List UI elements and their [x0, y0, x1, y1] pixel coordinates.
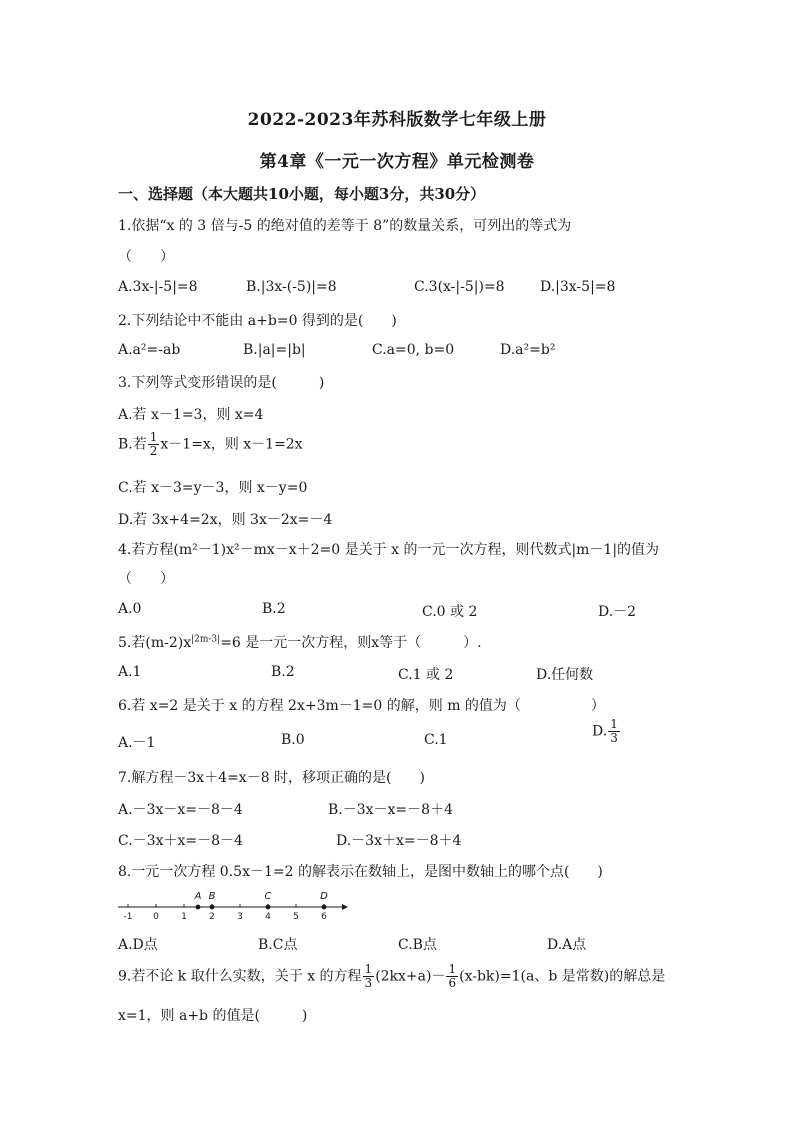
question-6-option-d: D. $\frac{1}{3}$ [592, 717, 618, 745]
question-2-option-c: C.a=0, b=0 [372, 342, 455, 358]
question-3-option-d: D.若 3x+4=2x，则 3x－2x=－4 [118, 512, 333, 528]
question-7-option-c: C.－3x＋x=－8－4 [118, 833, 243, 849]
question-9-stem: 9.若不论 k 取什么实数，关于 x 的方程 $\frac{1}{3}$ (2kx+a)－ $\frac{1}{6}$ (x-bk)=1(a、b 是常数)的解总是 [118, 962, 666, 990]
question-6-option-a: A.－1 [118, 735, 156, 751]
question-4-option-d: D.－2 [598, 604, 637, 620]
question-3-option-b: B.若 $\frac{1}{2}$ x－1=x，则 x－1=2x [118, 430, 303, 458]
question-8-stem: 8.一元一次方程 0.5x－1=2 的解表示在数轴上，是图中数轴上的哪个点( ) [118, 864, 603, 880]
number-line-tick-label: 5 [293, 912, 299, 922]
number-line-point [266, 905, 271, 910]
number-line-point-label: B [208, 891, 216, 902]
question-1-option-a: A.3x-|-5|=8 [118, 279, 198, 295]
number-line-point-label: C [264, 891, 272, 902]
question-7-option-d: D.－3x＋x=－8＋4 [336, 833, 462, 849]
number-line-tick-label: 6 [321, 912, 327, 922]
question-9-line2: x=1，则 a+b 的值是( ) [118, 1008, 308, 1024]
question-8-option-c: C.B点 [398, 937, 437, 953]
fraction: $\frac{1}{2}$ [149, 430, 158, 458]
question-2-option-b: B.|a|=|b| [243, 342, 306, 358]
question-7-option-b: B.－3x－x=－8＋4 [328, 802, 453, 818]
number-line-point [322, 905, 327, 910]
number-line-tick-label: -1 [123, 912, 133, 922]
question-5-option-b: B.2 [271, 664, 295, 680]
number-line-tick-label: 1 [181, 912, 187, 922]
question-6-option-c: C.1 [424, 732, 448, 748]
question-3-option-c: C.若 x－3=y－3，则 x－y=0 [118, 480, 308, 496]
question-4-stem: 4.若方程(m²－1)x²－mx－x＋2=0 是关于 x 的一元一次方程，则代数式|m－1|的值为 [118, 542, 660, 558]
question-7-stem: 7.解方程－3x＋4=x－8 时，移项正确的是( ) [118, 770, 425, 786]
fraction: $\frac{1}{6}$ [448, 962, 457, 990]
question-1-paren: （ ） [118, 249, 174, 265]
number-line-tick-label: 0 [153, 912, 159, 922]
question-4-option-b: B.2 [262, 601, 286, 617]
question-2-option-d: D.a²=b² [500, 342, 556, 358]
question-1-stem: 1.依据“x 的 3 倍与-5 的绝对值的差等于 8”的数量关系，可列出的等式为 [118, 218, 572, 234]
question-3-stem: 3.下列等式变形错误的是( ) [118, 375, 325, 391]
question-6-option-b: B.0 [281, 732, 305, 748]
number-line-arrow [342, 904, 348, 910]
question-5-option-d: D.任何数 [536, 667, 594, 683]
fraction: $\frac{1}{3}$ [610, 717, 618, 745]
document-subtitle: 第4章《一元一次方程》单元检测卷 [259, 152, 535, 172]
question-4-paren: （ ） [118, 571, 174, 587]
question-5-option-c: C.1 或 2 [398, 667, 454, 683]
number-line-tick-label: 4 [265, 912, 271, 922]
document-title: 2022-2023年苏科版数学七年级上册 [247, 110, 547, 130]
number-line-tick-label: 2 [209, 912, 215, 922]
number-line-point [196, 905, 201, 910]
question-1-option-b: B.|3x-(-5)|=8 [246, 279, 337, 295]
number-line-point-label: A [194, 891, 202, 902]
question-4-option-c: C.0 或 2 [422, 604, 478, 620]
question-3-option-a: A.若 x－1=3，则 x=4 [118, 407, 264, 423]
question-8-option-d: D.A点 [547, 937, 587, 953]
question-8-option-a: A.D点 [118, 937, 158, 953]
fraction: $\frac{1}{3}$ [364, 962, 373, 990]
number-line-point-label: D [320, 891, 328, 902]
question-5-stem: 5.若$(m-2)x^{|2m-3|}=6$ 是一元一次方程，则x等于（ ）. [118, 634, 482, 651]
question-4-option-a: A.0 [118, 601, 142, 617]
question-8-option-b: B.C点 [258, 937, 298, 953]
number-line-diagram [116, 886, 352, 922]
question-7-option-a: A.－3x－x=－8－4 [118, 802, 243, 818]
question-6-stem: 6.若 x=2 是关于 x 的方程 2x+3m－1=0 的解，则 m 的值为（ ） [118, 698, 605, 714]
number-line-point [210, 905, 215, 910]
question-2-option-a: A.a²=-ab [118, 342, 181, 358]
question-1-option-d: D.|3x-5|=8 [540, 279, 616, 295]
question-5-option-a: A.1 [118, 664, 142, 680]
number-line-tick-label: 3 [237, 912, 243, 922]
section-heading: 一、选择题（本大题共10小题，每小题3分，共30分） [118, 185, 486, 203]
question-2-stem: 2.下列结论中不能由 a+b=0 得到的是( ) [118, 313, 397, 329]
question-1-option-c: C.3(x-|-5|)=8 [414, 279, 505, 295]
